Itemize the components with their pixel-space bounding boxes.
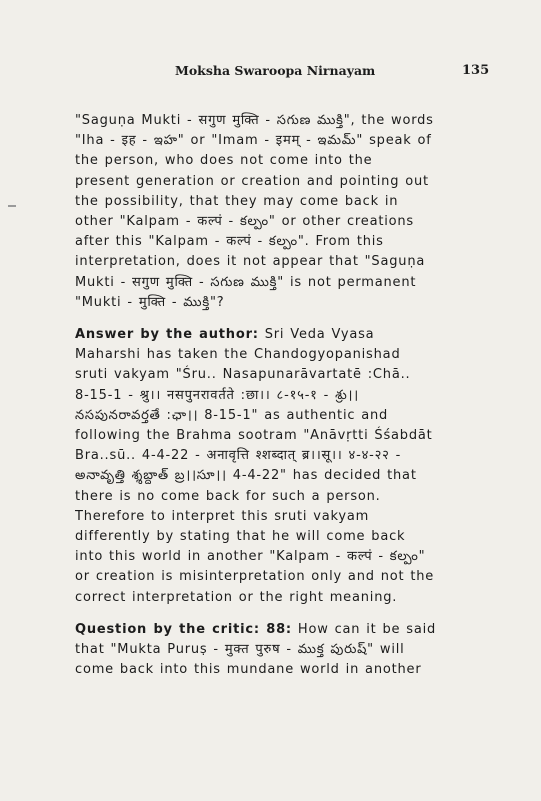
paragraph-critic-question [75,620,495,681]
text-line: 8-15-1 - श्रु।। नसपुनरावर्तते :छा।। ८-१५-१ - శ్రు।। [75,387,360,403]
margin-mark [8,205,16,207]
text-line: after this "Kalpam - कल्पं - కల్పం". From this [75,234,384,250]
text-line: నసపునరావర్తతే :ఛా।। 8-15-1" as authentic and [75,407,389,423]
text-line: or creation is misinterpretation only and not the [75,569,435,585]
text-line: Mukti - सगुण मुक्ति - సగుణ ముక్తి" is not permanent [75,274,417,290]
page-number: 135 [462,63,490,78]
text-line: "Mukti - मुक्ति - ముక్తి"? [75,294,225,310]
text-line: the person, who does not come into the [75,153,373,169]
text-line: other "Kalpam - कल्पं - కల్పం" or other creations [75,214,415,230]
running-title: Moksha Swaroopa Nirnayam [175,63,376,78]
text-line [75,325,495,345]
text-line: correct interpretation or the right meaning. [75,589,398,605]
text-line: the possibility, that they may come back in [75,193,399,209]
text-line: interpretation, does it not appear that "Saguṇa [75,254,426,270]
text-line: Therefore to interpret this sruti vakyam [75,508,370,524]
text-line: come back into this mundane world in another [75,662,422,678]
answer-heading: Answer by the author: [75,327,259,343]
paragraph-answer [75,325,495,608]
text-line: "Saguṇa Mukti - सगुण मुक्ति - సగుణ ముక్తి", the words [75,113,434,128]
body-text [75,111,495,692]
page-header [0,63,541,83]
text-fragment: How can it be said [291,621,437,637]
text-line: sruti vakyam "Śru.. Nasapunarāvartatē :Chā.. [75,367,411,383]
paragraph-question-continuation [75,111,495,313]
text-line: present generation or creation and pointing out [75,173,429,189]
text-line: "Iha - इह - ఇహ" or "Imam - इमम् - ఇమమ్" speak of [75,133,432,149]
text-line: into this world in another "Kalpam - कल्पं - కల్పం" [75,549,426,565]
text-line: following the Brahma sootram "Anāvṛtti Śśabdāt [75,428,433,444]
text-fragment: Sri Veda Vyasa [258,327,375,343]
text-line: differently by stating that he will come back [75,529,406,545]
text-line: Bra..sū.. 4-4-22 - अनावृत्ति श्शब्दात् ब्र।।सू।। ४-४-२२ - [75,448,402,464]
text-line: Maharshi has taken the Chandogyopanishad [75,347,401,363]
text-line: అనావృత్తి శ్శబ్దాత్ బ్ర।।సూ।। 4-4-22" has decided that [75,468,417,484]
question-heading: Question by the critic: 88: [75,621,292,637]
text-line [75,620,495,640]
text-line: there is no come back for such a person. [75,488,381,504]
text-line: that "Mukta Puruṣ - मुक्त पुरुष - ముక్త పురుష్" will [75,642,405,658]
